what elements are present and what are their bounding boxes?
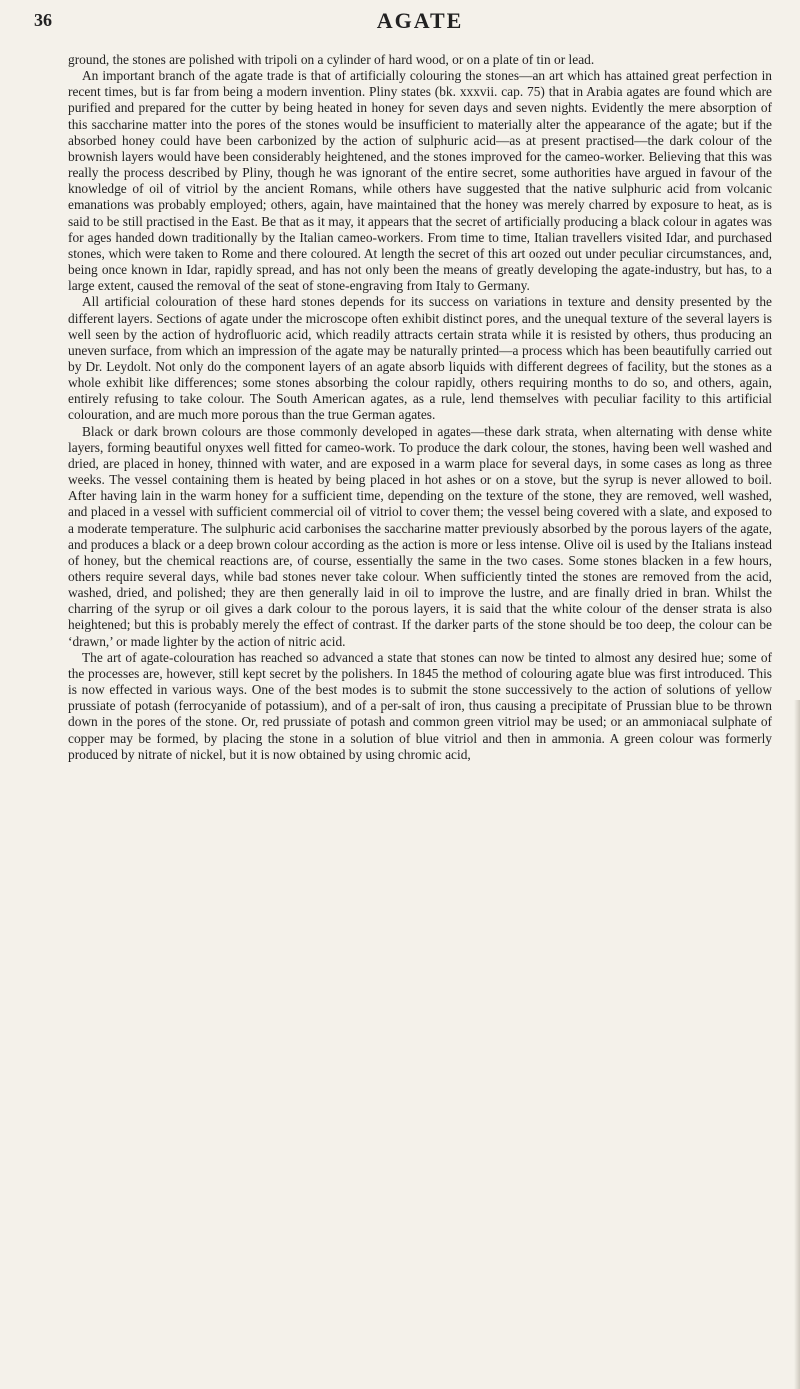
running-head	[34, 8, 772, 44]
paragraph: All artificial colouration of these hard stones depends for its success on variations in texture and density presented by the different layers. Sections of agate under the microscope often exhibit distinct pores, and the unequal texture of the several layers is well seen by the action of hydrofluoric acid, which readily attracts certain strata while it is resisted by others, thus producing an uneven surface, from which an impression of the agate may be naturally printed—a process which has been beautifully carried out by Dr. Leydolt. Not only do the component layers of an agate absorb liquids with different degrees of facility, but the stones as a whole exhibit like differences; some stones absorbing the colour rapidly, others requiring months to do so, and others, again, entirely refusing to take colour. The South American agates, as a rule, lend themselves with peculiar facility to this artificial colouration, and are much more porous than the true German agates.	[68, 294, 772, 423]
paragraph: The art of agate-colouration has reached so advanced a state that stones can now be tinted to almost any desired hue; some of the processes are, however, still kept secret by the polishers. In 1845 the method of colouring agate blue was first introduced. This is now effected in various ways. One of the best modes is to submit the stone successively to the action of solutions of yellow prussiate of potash (ferrocyanide of potassium), and of a per-salt of iron, thus causing a precipitate of Prussian blue to be thrown down in the pores of the stone. Or, red prussiate of potash and common green vitriol may be used; or an ammoniacal sulphate of copper may be formed, by placing the stone in a solution of blue vitriol and then in ammonia. A green colour was formerly produced by nitrate of nickel, but it is now obtained by using chromic acid,	[68, 649, 772, 762]
page-number: 36	[34, 10, 52, 30]
page-title: AGATE	[376, 8, 464, 33]
page-edge-shadow	[794, 700, 800, 1389]
body-text	[68, 52, 772, 763]
paragraph: ground, the stones are polished with tripoli on a cylinder of hard wood, or on a plate of tin or lead.	[68, 52, 595, 67]
paragraph: Black or dark brown colours are those commonly developed in agates—these dark strata, when alternating with dense white layers, forming beautiful onyxes well fitted for cameo-work. To produce the dark colour, the stones, having been well washed and dried, are placed in honey, thinned with water, and are exposed in a warm place for several days, in some cases as long as three weeks. The vessel containing them is heated by being placed in hot ashes or on a stove, but the syrup is never allowed to boil. After having lain in the warm honey for a sufficient time, depending on the texture of the stone, they are removed, well washed, and placed in a vessel with sufficient commercial oil of vitriol to cover them; the vessel being covered with a slate, and exposed to a moderate temperature. The sulphuric acid carbonises the saccharine matter previously absorbed by the porous layers of the agate, and produces a black or a deep brown colour according as the action is more or less intense. Olive oil is used by the Italians instead of honey, but the chemical reactions are, of course, essentially the same in the two cases. Some stones blacken in a few hours, others require several days, while bad stones never take colour. When sufficiently tinted the stones are removed from the acid, washed, dried, and polished; they are then generally laid in oil to improve the lustre, and are finally dried in bran. Whilst the charring of the syrup or oil gives a dark colour to the porous layers, it is said that the white colour of the denser strata is also heightened; but this is probably merely the effect of contrast. If the darker parts of the stone should be too deep, the colour can be ‘drawn,’ or made lighter by the action of nitric acid.	[68, 423, 772, 649]
paragraph: An important branch of the agate trade is that of artificially colouring the stones—an art which has attained great perfection in recent times, but is far from being a modern invention. Pliny states (bk. xxxvii. cap. 75) that in Arabia agates are found which are purified and prepared for the cutter by being heated in honey for seven days and seven nights. Evidently the mere absorption of this saccharine matter into the pores of the stones would be insufficient to materially alter the appearance of the agate; but if the absorbed honey could have been carbonized by the action of sulphuric acid—as at present practised—the dark colour of the brownish layers would have been considerably heightened, and the stones improved for the cameo-worker. Believing that this was really the process described by Pliny, though he was ignorant of the entire secret, some authorities have argued in favour of the knowledge of oil of vitriol by the ancient Romans, while others have suggested that the native sulphuric acid from volcanic emanations was probably employed; others, again, have maintained that the honey was merely charred by exposure to heat, as is said to be still practised in the East. Be that as it may, it appears that the secret of artificially producing a black colour in agates was for ages handed down traditionally by the Italian cameo-workers. From time to time, Italian travellers visited Idar, and purchased stones, which were taken to Rome and there coloured. At length the secret of this art oozed out under peculiar circumstances, and, being once known in Idar, rapidly spread, and has not only been the means of greatly developing the agate-industry, but has, to a large extent, caused the removal of the seat of stone-engraving from Italy to Germany.	[68, 68, 772, 294]
